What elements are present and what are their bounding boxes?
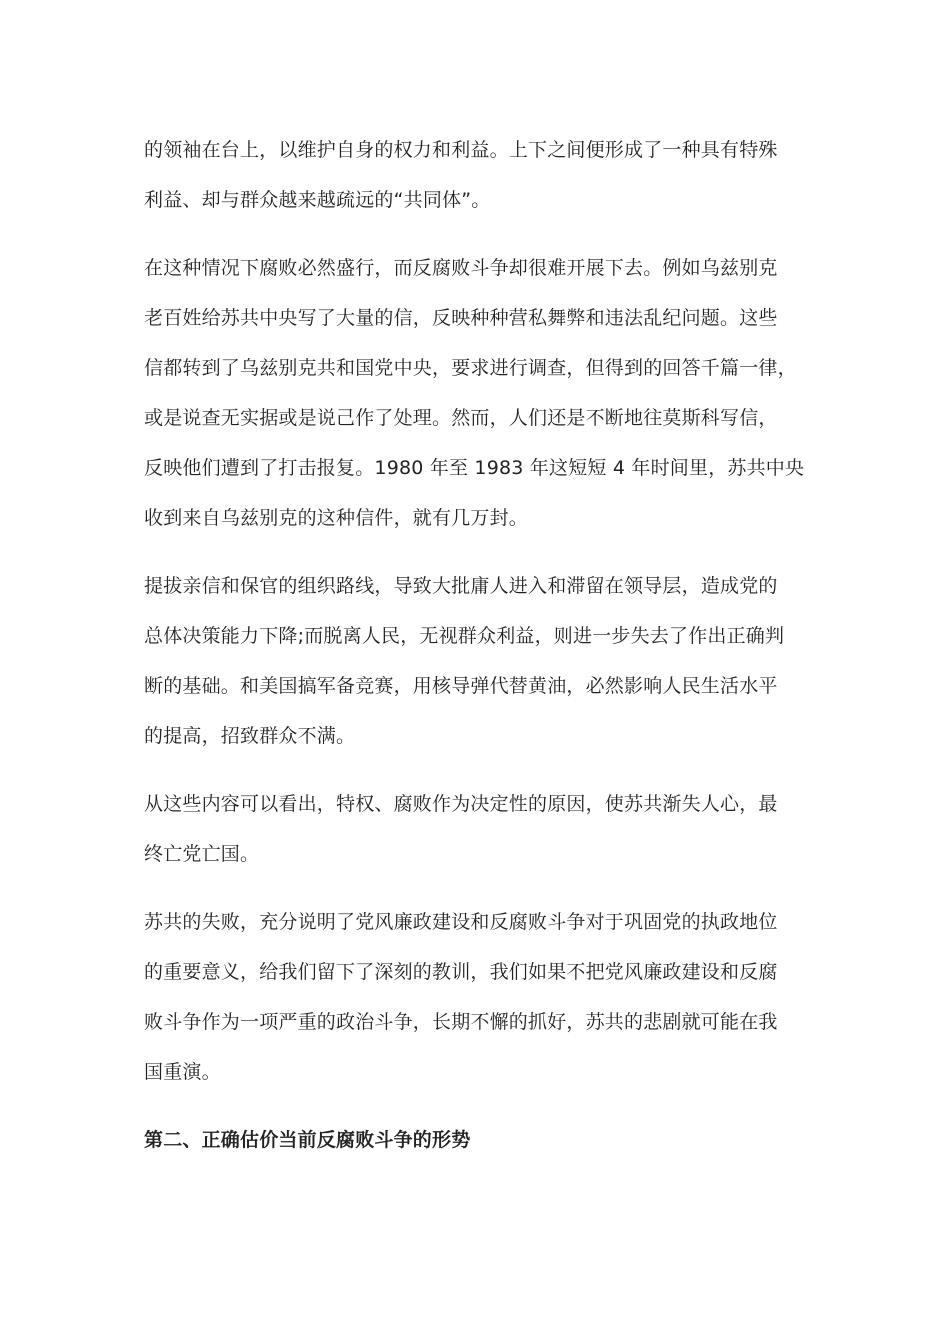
text-line: 提拔亲信和保官的组织路线，导致大批庸人进入和滞留在领导层，造成党的 [144, 575, 778, 597]
text-line: 信都转到了乌兹别克共和国党中央，要求进行调查，但得到的回答千篇一律， [144, 357, 797, 379]
section-heading-block [144, 1115, 812, 1165]
document-page [144, 125, 812, 1183]
paragraph-3 [144, 561, 812, 761]
text-line: 苏共的失败，充分说明了党风廉政建设和反腐败斗争对于巩固党的执政地位 [144, 911, 778, 933]
section-heading: 第二、正确估价当前反腐败斗争的形势 [144, 1129, 471, 1151]
text-line: 从这些内容可以看出，特权、腐败作为决定性的原因，使苏共渐失人心，最 [144, 793, 778, 815]
text-line: 或是说查无实据或是说己作了处理。然而，人们还是不断地往莫斯科写信， [144, 407, 778, 429]
text-line: 国重演。 [144, 1061, 221, 1083]
paragraph-1 [144, 125, 812, 225]
text-line: 败斗争作为一项严重的政治斗争，长期不懈的抓好，苏共的悲剧就可能在我 [144, 1011, 778, 1033]
paragraph-4 [144, 779, 812, 879]
text-line: 反映他们遭到了打击报复。1980 年至 1983 年这短短 4 年时间里，苏共中央 [144, 457, 805, 479]
text-line: 利益、却与群众越来越疏远的“共同体”。 [144, 189, 491, 211]
text-line: 老百姓给苏共中央写了大量的信，反映种种营私舞弊和违法乱纪问题。这些 [144, 307, 778, 329]
text-line: 总体决策能力下降;而脱离人民，无视群众利益，则进一步失去了作出正确判 [144, 625, 785, 647]
text-line: 断的基础。和美国搞军备竞赛，用核导弹代替黄油，必然影响人民生活水平 [144, 675, 778, 697]
text-line: 终亡党亡国。 [144, 843, 260, 865]
text-line: 的领袖在台上，以维护自身的权力和利益。上下之间便形成了一种具有特殊 [144, 139, 778, 161]
text-line: 在这种情况下腐败必然盛行，而反腐败斗争却很难开展下去。例如乌兹别克 [144, 257, 778, 279]
paragraph-2 [144, 243, 812, 543]
paragraph-5 [144, 897, 812, 1097]
text-line: 的重要意义，给我们留下了深刻的教训，我们如果不把党风廉政建设和反腐 [144, 961, 778, 983]
text-line: 的提高，招致群众不满。 [144, 725, 356, 747]
text-line: 收到来自乌兹别克的这种信件，就有几万封。 [144, 507, 529, 529]
